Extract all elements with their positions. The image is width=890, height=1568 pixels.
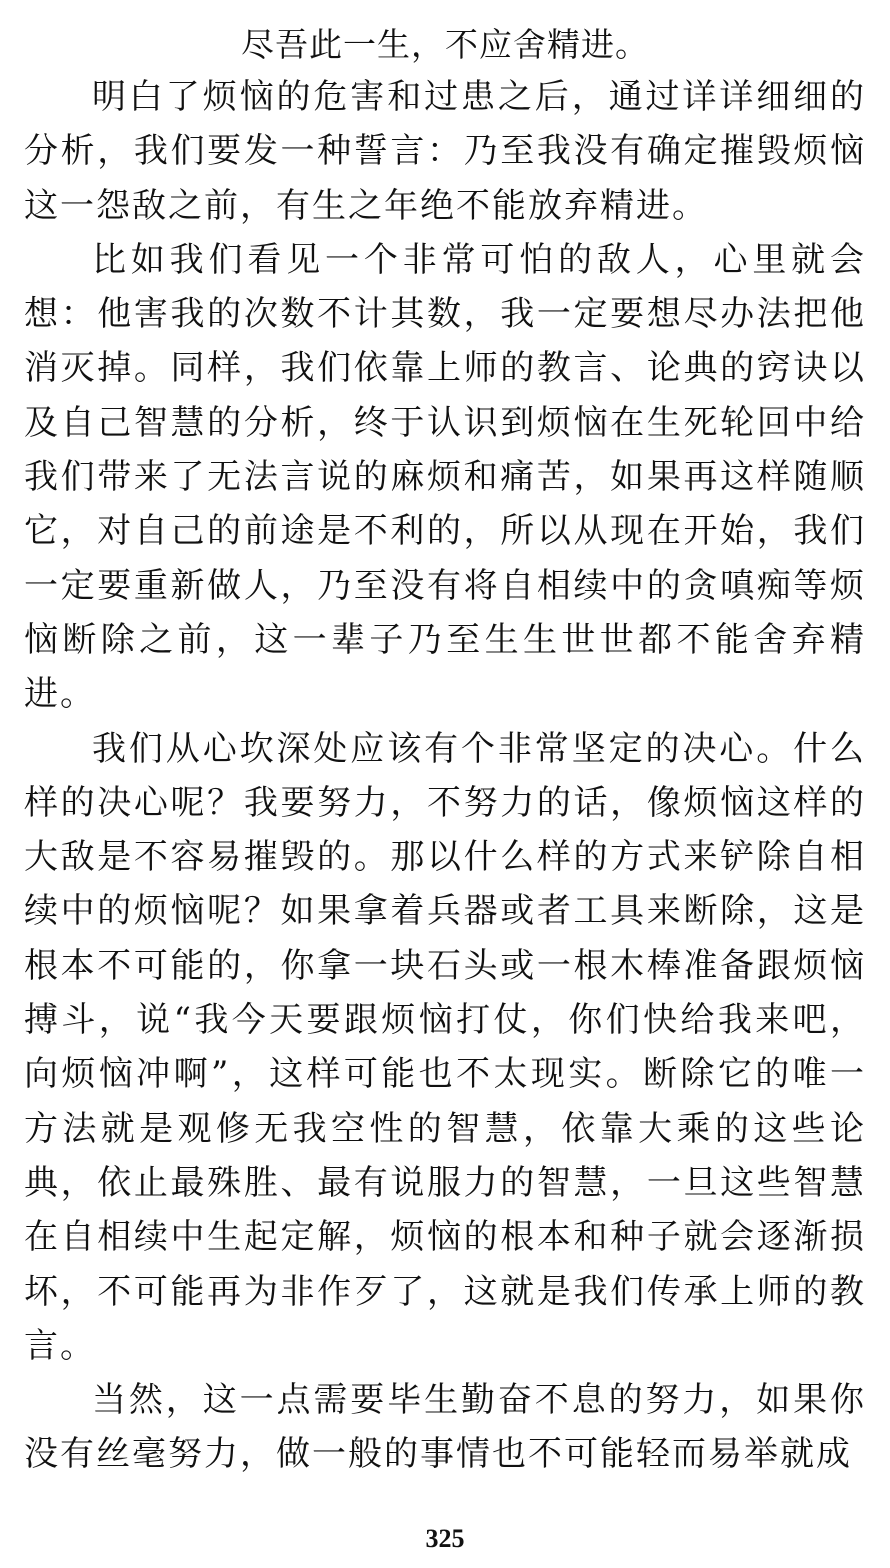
page-number: 325 [425,1524,465,1553]
paragraph-1: 明白了烦恼的危害和过患之后，通过详详细细的分析，我们要发一种誓言：乃至我没有确定摧毁烦恼这一怨敌之前，有生之年绝不能放弃精进。 [24,77,866,226]
body-text [24,70,866,1482]
paragraph-4: 当然，这一点需要毕生勤奋不息的努力，如果你没有丝毫努力，做一般的事情也不可能轻而易举就成 [24,1380,866,1475]
verse-line: 尽吾此一生，不应舍精进。 [241,25,649,64]
paragraph-2: 比如我们看见一个非常可怕的敌人，心里就会想：他害我的次数不计其数，我一定要想尽办法把他消灭掉。同样，我们依靠上师的教言、论典的窍诀以及自己智慧的分析，终于认识到烦恼在生死轮回中给我们带来了无法言说的麻烦和痛苦，如果再这样随顺它，对自己的前途是不利的，所以从现在开始，我们一定要重新做人，乃至没有将自相续中的贪嗔痴等烦恼断除之前，这一辈子乃至生生世世都不能舍弃精进。 [24,239,866,715]
paragraph-3: 我们从心坎深处应该有个非常坚定的决心。什么样的决心呢？我要努力，不努力的话，像烦恼这样的大敌是不容易摧毁的。那以什么样的方式来铲除自相续中的烦恼呢？如果拿着兵器或者工具来断除，这是根本不可能的，你拿一块石头或一根木棒准备跟烦恼搏斗，说“我今天要跟烦恼打仗，你们快给我来吧，向烦恼冲啊”，这样可能也不太现实。断除它的唯一方法就是观修无我空性的智慧，依靠大乘的这些论典，依止最殊胜、最有说服力的智慧，一旦这些智慧在自相续中生起定解，烦恼的根本和种子就会逐渐损坏，不可能再为非作歹了，这就是我们传承上师的教言。 [24,728,866,1366]
